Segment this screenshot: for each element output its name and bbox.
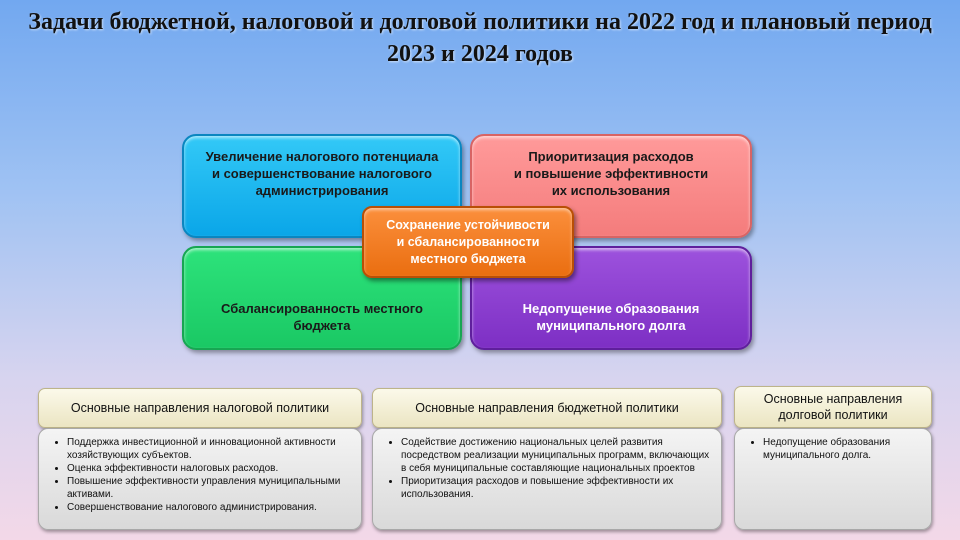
list-item: • Приоритизация расходов и повышение эффективности их использования. — [401, 475, 713, 501]
goal-expense-prioritization-label: Приоритизация расходов и повышение эффективности их использования — [513, 149, 709, 198]
budget-policy-list — [379, 436, 713, 501]
tax-policy-box — [38, 428, 362, 530]
list-item: • Совершенствование налогового администрирования. — [67, 501, 353, 514]
central-goal-label: Сохранение устойчивости и сбалансированности местного бюджета — [386, 217, 550, 266]
debt-policy-box — [734, 428, 932, 530]
budget-policy-header: Основные направления бюджетной политики — [372, 388, 722, 428]
debt-policy-header: Основные направления долговой политики — [734, 386, 932, 428]
list-item: • Недопущение образования муниципального долга. — [763, 436, 923, 462]
central-goal — [362, 206, 574, 278]
list-item: • Содействие достижению национальных целей развития посредством реализации муниципальных программ, включающих в себя муниципальные составляющие национальных проектов — [401, 436, 713, 475]
goal-budget-balance-label: Сбалансированность местного бюджета — [221, 301, 423, 333]
goal-no-debt-label: Недопущение образования муниципального долга — [522, 301, 700, 333]
tax-policy-header: Основные направления налоговой политики — [38, 388, 362, 428]
page-title: Задачи бюджетной, налоговой и долговой политики на 2022 год и плановый период 2023 и 2024 годов — [28, 9, 932, 67]
tax-policy-list — [45, 436, 353, 514]
list-item: • Повышение эффективности управления муниципальными активами. — [67, 475, 353, 501]
goal-tax-potential-label: Увеличение налогового потенциала и совершенствование налогового администрирования — [205, 149, 439, 198]
list-item: • Поддержка инвестиционной и инновационной активности хозяйствующих субъектов. — [67, 436, 353, 462]
debt-policy-list — [741, 436, 923, 462]
budget-policy-box — [372, 428, 722, 530]
list-item: • Оценка эффективности налоговых расходов. — [67, 462, 353, 475]
